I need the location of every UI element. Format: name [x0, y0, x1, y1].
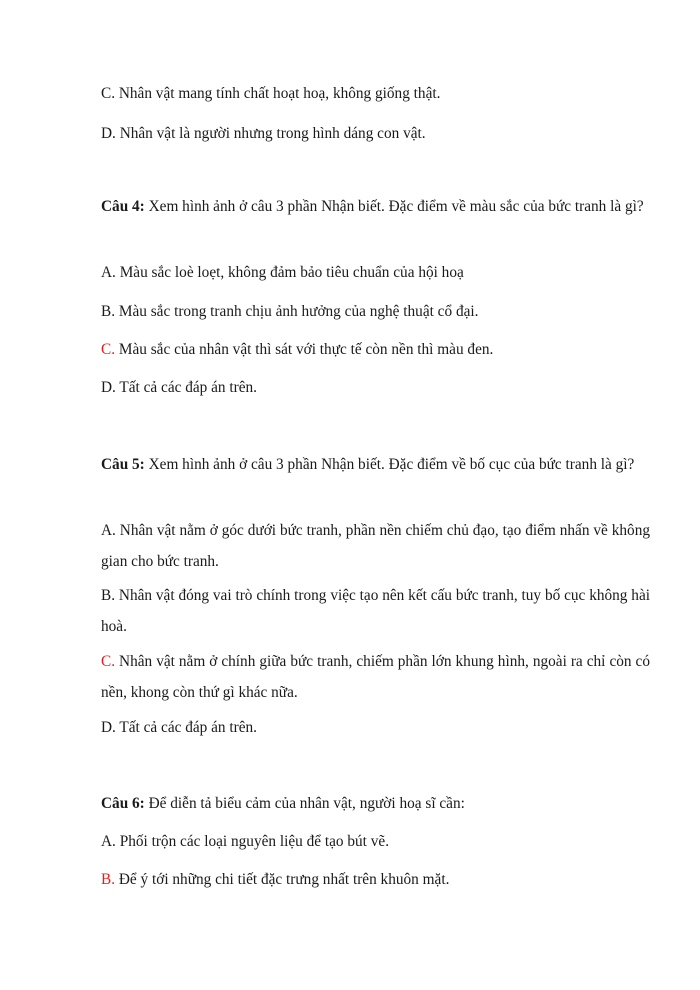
- q4-option-c-text: Màu sắc của nhân vật thì sát với thực tế còn nền thì màu đen.: [115, 341, 494, 358]
- question-6-number: Câu 6:: [101, 795, 145, 812]
- q4-option-c-letter: C.: [101, 341, 116, 358]
- q6-option-b-text: Để ý tới những chi tiết đặc trưng nhất trên khuôn mặt.: [115, 871, 450, 888]
- q5-option-c-letter: C.: [101, 653, 116, 670]
- q6-option-a: A. Phối trộn các loại nguyên liệu để tạo bút vẽ.: [101, 833, 390, 850]
- q4-option-a: A. Màu sắc loè loẹt, không đảm bảo tiêu chuẩn của hội hoạ: [101, 264, 464, 281]
- question-4: [101, 191, 650, 222]
- q5-option-c-text: Nhân vật nằm ở chính giữa bức tranh, chiếm phần lớn khung hình, ngoài ra chỉ còn có nền, khong còn thứ gì khác nữa.: [101, 653, 650, 701]
- q5-option-b: B. Nhân vật đóng vai trò chính trong việc tạo nên kết cấu bức tranh, tuy bố cục không hài hoà.: [101, 587, 650, 635]
- option-c-prev: C. Nhân vật mang tính chất hoạt hoạ, không giống thật.: [101, 85, 441, 102]
- q5-option-d: D. Tất cả các đáp án trên.: [101, 719, 258, 736]
- question-6: [101, 788, 650, 819]
- question-4-text: Xem hình ảnh ở câu 3 phần Nhận biết. Đặc điểm về màu sắc của bức tranh là gì?: [144, 198, 644, 215]
- q4-option-b: B. Màu sắc trong tranh chịu ảnh hưởng của nghệ thuật cổ đại.: [101, 303, 479, 320]
- q4-option-d: D. Tất cả các đáp án trên.: [101, 379, 258, 396]
- q6-option-b-letter: B.: [101, 871, 116, 888]
- question-5-text: Xem hình ảnh ở câu 3 phần Nhận biết. Đặc điểm về bố cục của bức tranh là gì?: [144, 456, 635, 473]
- question-5-number: Câu 5:: [101, 456, 145, 473]
- question-5: [101, 449, 650, 480]
- q6-option-b: [101, 864, 650, 895]
- question-4-number: Câu 4:: [101, 198, 145, 215]
- option-d-prev: D. Nhân vật là người nhưng trong hình dáng con vật.: [101, 125, 426, 142]
- q5-option-c: [101, 646, 650, 708]
- question-6-text: Để diễn tả biểu cảm của nhân vật, người hoạ sĩ cần:: [144, 795, 465, 812]
- q5-option-a: A. Nhân vật nằm ở góc dưới bức tranh, phần nền chiếm chủ đạo, tạo điểm nhấn về không gian cho bức tranh.: [101, 522, 650, 570]
- q4-option-c: [101, 334, 650, 365]
